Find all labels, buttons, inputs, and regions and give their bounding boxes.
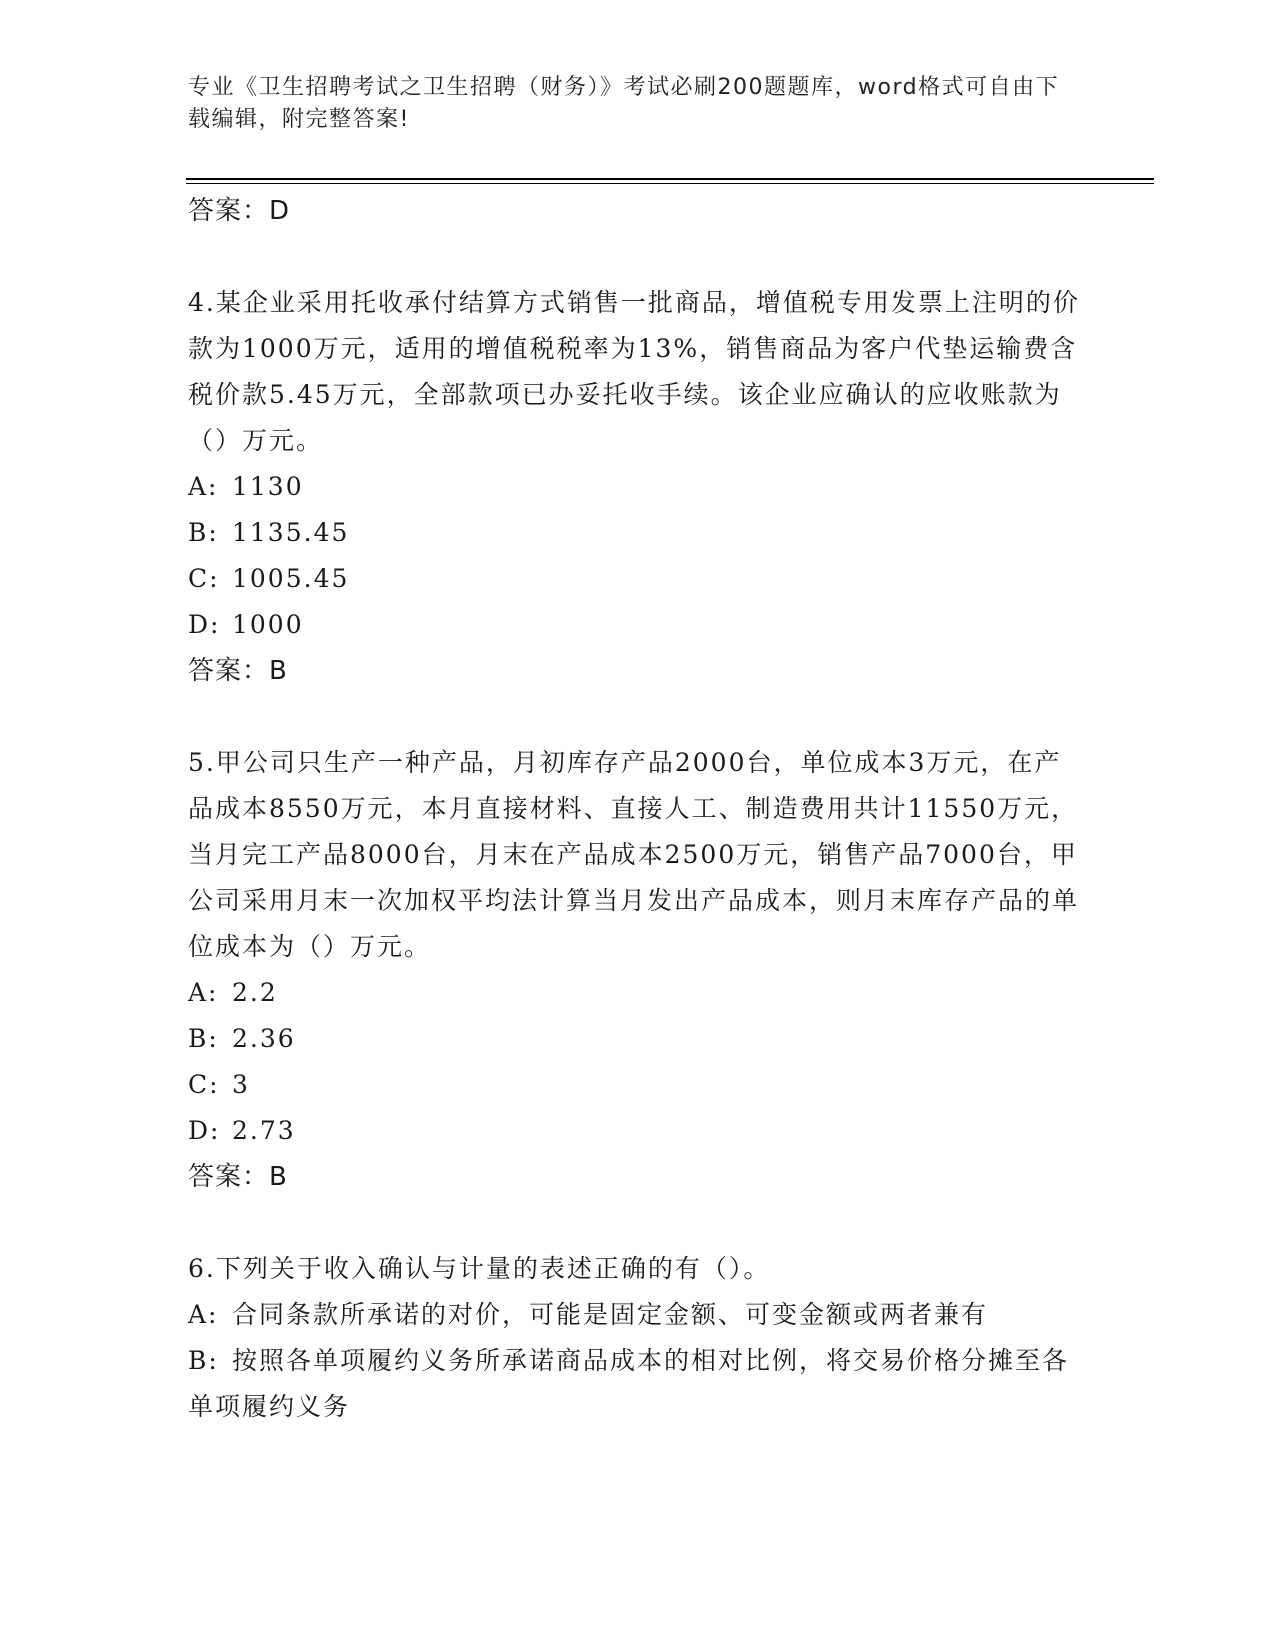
option-key: D: — [188, 1116, 221, 1145]
header-rule-thick — [186, 178, 1154, 180]
spacer — [188, 694, 1088, 740]
option-key: B: — [188, 518, 219, 547]
option-value: 3 — [232, 1070, 250, 1099]
option-value: 1130 — [232, 472, 304, 501]
option-item — [188, 970, 1088, 1016]
answer-line: 答案：B — [188, 1162, 288, 1192]
spacer — [188, 1200, 1088, 1246]
option-item — [188, 464, 1088, 510]
option-item — [188, 602, 1088, 648]
option-value: 1000 — [232, 610, 304, 639]
option-value: 1005.45 — [232, 564, 350, 593]
option-item — [188, 1292, 1088, 1338]
option-value: 1135.45 — [232, 518, 350, 547]
document-body — [188, 188, 1088, 1430]
option-value: 按照各单项履约义务所承诺商品成本的相对比例，将交易价格分摊至各单项履约义务 — [188, 1346, 1070, 1421]
option-key: B: — [188, 1346, 219, 1375]
answer-line: 答案：B — [188, 656, 288, 686]
option-item — [188, 510, 1088, 556]
option-key: D: — [188, 610, 221, 639]
option-item — [188, 1062, 1088, 1108]
option-item — [188, 556, 1088, 602]
spacer — [188, 234, 1088, 280]
page-header: 专业《卫生招聘考试之卫生招聘（财务）》考试必刷200题题库，word格式可自由下载编辑，附完整答案! — [188, 75, 1060, 132]
option-value: 2.73 — [232, 1116, 296, 1145]
option-item — [188, 1108, 1088, 1154]
option-value: 合同条款所承诺的对价，可能是固定金额、可变金额或两者兼有 — [232, 1300, 989, 1329]
option-item — [188, 1338, 1088, 1430]
option-key: A: — [188, 472, 219, 501]
option-key: C: — [188, 1070, 220, 1099]
option-key: B: — [188, 1024, 219, 1053]
question-text: 5.甲公司只生产一种产品，月初库存产品2000台，单位成本3万元，在产品成本8550万元，本月直接材料、直接人工、制造费用共计11550万元，当月完工产品8000台，月末在产品成本2500万元，销售产品7000台，甲公司采用月末一次加权平均法计算当月发出产品成本，则月末库存产品的单位成本为（）万元。 — [188, 748, 1080, 961]
header-rule-thin — [186, 183, 1154, 184]
option-value: 2.36 — [232, 1024, 296, 1053]
question-block — [188, 280, 1088, 694]
question-text: 6.下列关于收入确认与计量的表述正确的有（）。 — [188, 1254, 771, 1283]
question-block — [188, 1246, 1088, 1430]
option-item — [188, 1016, 1088, 1062]
option-key: C: — [188, 564, 220, 593]
question-text: 4.某企业采用托收承付结算方式销售一批商品，增值税专用发票上注明的价款为1000万元，适用的增值税税率为13%，销售商品为客户代垫运输费含税价款5.45万元，全部款项已办妥托收手续。该企业应确认的应收账款为（）万元。 — [188, 288, 1080, 455]
option-key: A: — [188, 1300, 219, 1329]
option-value: 2.2 — [232, 978, 278, 1007]
answer-line: 答案：D — [188, 196, 291, 226]
question-block — [188, 740, 1088, 1200]
option-key: A: — [188, 978, 219, 1007]
